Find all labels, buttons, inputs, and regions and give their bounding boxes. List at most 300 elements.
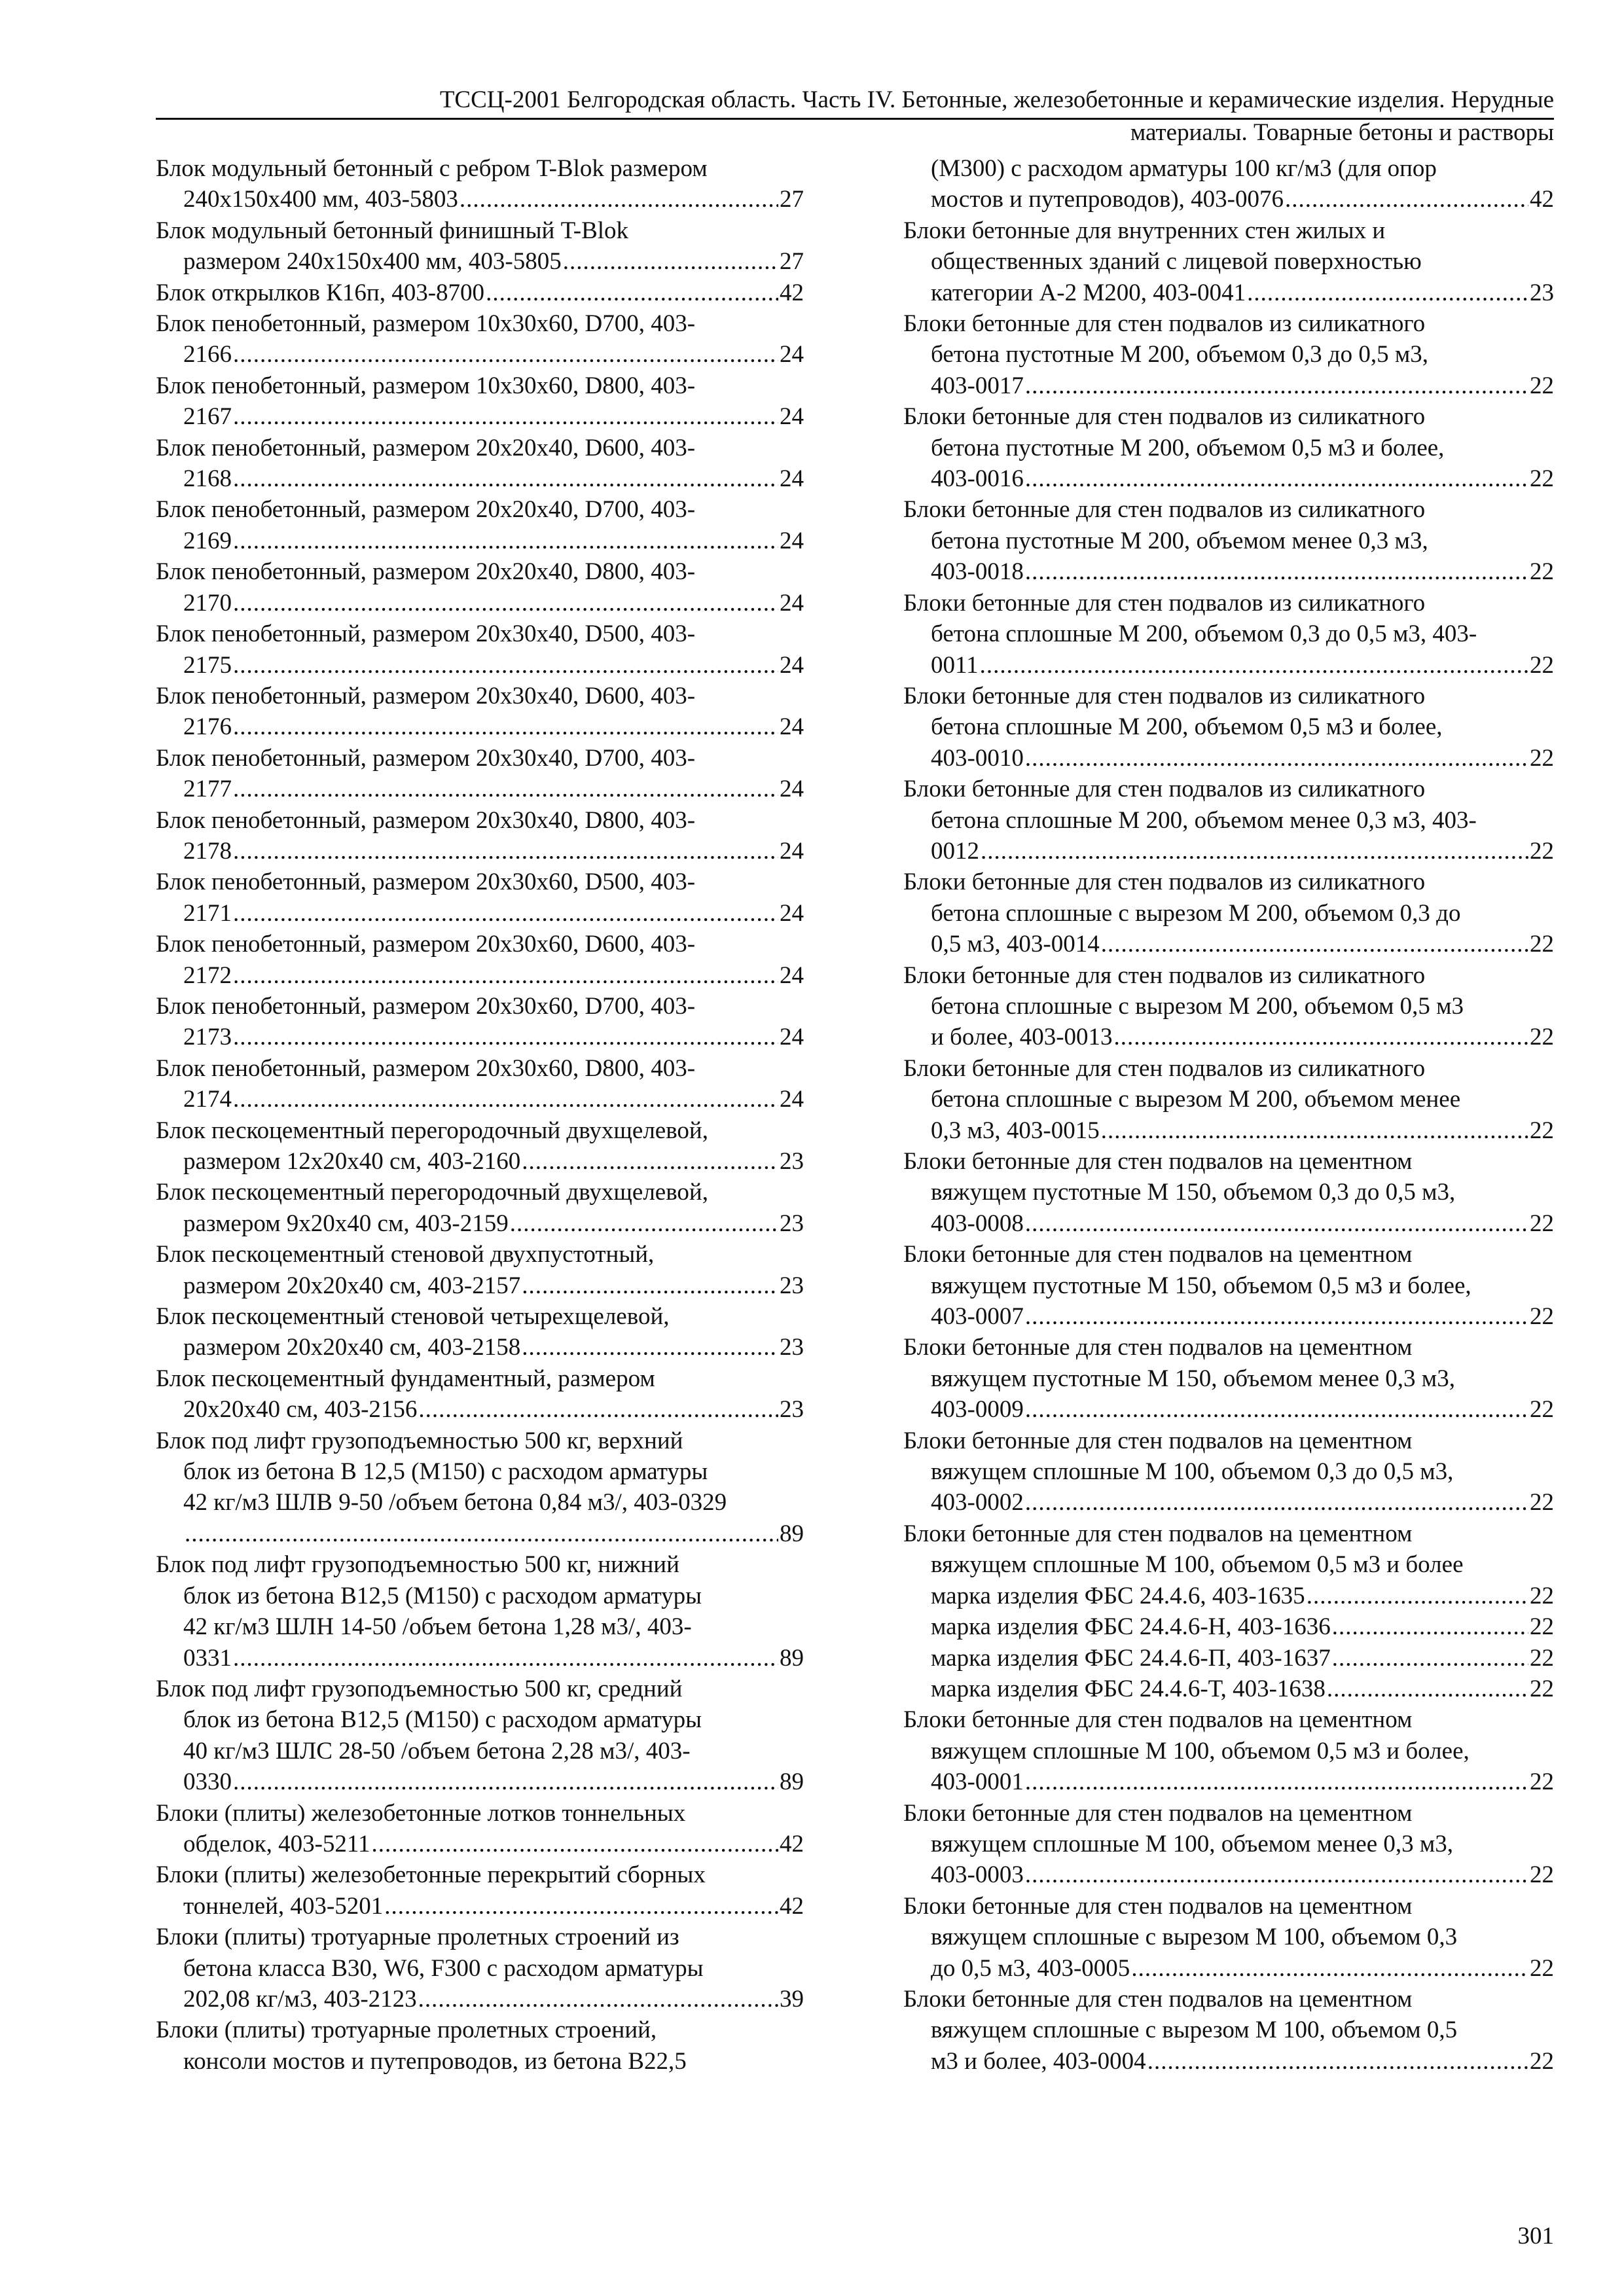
entry-line: [156, 1859, 804, 1890]
entry-line: [931, 1208, 1554, 1239]
dot-leader: [980, 650, 1528, 681]
entry-line: [931, 1456, 1554, 1487]
entry-text: 0,3 м3, 403-0015: [931, 1117, 1100, 1144]
entry-text: Блоки бетонные для стен подвалов из силикатного: [903, 776, 1426, 803]
entry-page-number: 24: [780, 589, 804, 617]
entry-text: Блоки бетонные для стен подвалов из силикатного: [903, 403, 1426, 431]
index-entry: [156, 619, 804, 681]
entry-line: [931, 1022, 1554, 1052]
entry-text: Блок пескоцементный фундаментный, размером: [156, 1365, 655, 1392]
entry-line: [903, 1798, 1554, 1829]
entry-text: Блок пенобетонный, размером 10х30х60, D700, 403-: [156, 310, 696, 338]
entry-page-number: 24: [780, 837, 804, 865]
entry-text: блок из бетона В 12,5 (М150) с расходом арматуры: [183, 1458, 708, 1486]
entry-page-number: 27: [780, 248, 804, 276]
entry-line: [183, 1456, 804, 1487]
entry-line: [156, 681, 804, 711]
dot-leader: [460, 184, 778, 215]
entry-text: Блоки бетонные для стен подвалов на цементном: [903, 1520, 1413, 1547]
entry-line: [931, 650, 1554, 681]
entry-line: [903, 1984, 1554, 2015]
entry-page-number: 42: [1530, 186, 1554, 213]
entry-line: [903, 1146, 1554, 1177]
entry-text: консоли мостов и путепроводов, из бетона В22,5: [183, 2047, 687, 2075]
entry-line: [156, 929, 804, 960]
entry-text: мостов и путепроводов), 403-0076: [931, 186, 1284, 213]
entry-text: 403-0018: [931, 558, 1024, 586]
entry-line: [156, 1426, 804, 1456]
entry-text: Блок пенобетонный, размером 20х30х60, D700, 403-: [156, 992, 696, 1020]
entry-text: 2168: [183, 465, 232, 493]
entry-line: [903, 1518, 1554, 1549]
index-entry: [156, 867, 804, 929]
entry-text: 40 кг/м3 ШЛС 28-50 /объем бетона 2,28 м3/, 403-: [183, 1737, 691, 1765]
entry-line: [931, 184, 1554, 215]
dot-leader: [1332, 1643, 1528, 1674]
dot-leader: [1025, 743, 1528, 774]
index-entry: [903, 153, 1554, 215]
entry-text: тоннелей, 403-5201: [183, 1892, 384, 1920]
header-rule: [156, 118, 1554, 120]
entry-text: 403-0016: [931, 465, 1024, 493]
dot-leader: [233, 401, 778, 432]
entry-text: Блоки (плиты) железобетонные перекрытий сборных: [156, 1861, 706, 1889]
entry-text: Блок под лифт грузоподъемностью 500 кг, верхний: [156, 1427, 683, 1454]
entry-page-number: 23: [780, 1148, 804, 1175]
sub-entry-line: [931, 1674, 1554, 1704]
entry-line: [183, 960, 804, 991]
entry-page-number: 24: [780, 776, 804, 803]
index-entry: [156, 1115, 804, 1177]
dot-leader: [1285, 184, 1528, 215]
entry-line: [903, 960, 1554, 991]
entry-page-number: 89: [780, 1768, 804, 1796]
entry-text: вяжущем пустотные М 150, объемом 0,3 до 0,5 м3,: [931, 1179, 1456, 1206]
entry-line: [931, 556, 1554, 587]
entry-text: Блоки бетонные для стен подвалов из силикатного: [903, 682, 1426, 709]
entry-text: 2177: [183, 776, 232, 803]
dot-leader: [1025, 1859, 1528, 1890]
entry-text: вяжущем пустотные М 150, объемом 0,5 м3 и более,: [931, 1272, 1471, 1299]
entry-line: [156, 867, 804, 897]
index-entry: [156, 308, 804, 370]
sub-entry-line: [931, 1581, 1554, 1611]
entry-line: [931, 1736, 1554, 1767]
entry-text: 403-0002: [931, 1489, 1024, 1516]
entry-text: 403-0008: [931, 1210, 1024, 1237]
entry-line: [931, 246, 1554, 277]
entry-text: Блоки бетонные для стен подвалов на цементном: [903, 1985, 1413, 2013]
entry-text: бетона класса В30, W6, F300 с расходом арматуры: [183, 1954, 704, 1982]
entry-line: [183, 650, 804, 681]
entry-line: [931, 2015, 1554, 2045]
entry-text: блок из бетона В12,5 (М150) с расходом арматуры: [183, 1706, 702, 1734]
entry-line: [183, 1953, 804, 1984]
entry-text: Блок модульный бетонный с ребром T-Blok размером: [156, 155, 708, 182]
entry-line: [183, 1022, 804, 1052]
entry-line: [183, 898, 804, 929]
entry-text: Блок пенобетонный, размером 20х30х60, D800, 403-: [156, 1054, 696, 1082]
index-entry: [156, 433, 804, 495]
entry-text: Блоки бетонные для стен подвалов на цементном: [903, 1892, 1413, 1920]
entry-text: 0330: [183, 1768, 232, 1796]
entry-text: бетона сплошные М 200, объемом 0,3 до 0,5 м3, 403-: [931, 620, 1477, 648]
entry-text: Блок пескоцементный стеновой двухпустотный,: [156, 1241, 655, 1268]
entry-text: размером 20х20х40 см, 403-2158: [183, 1334, 521, 1361]
entry-page-number: 24: [780, 651, 804, 679]
dot-leader: [1025, 556, 1528, 587]
entry-line: [183, 836, 804, 867]
index-entry: [903, 588, 1554, 681]
dot-leader: [233, 588, 778, 619]
index-entry: [903, 1332, 1554, 1425]
entry-text: 2169: [183, 527, 232, 554]
entry-text: 403-0001: [931, 1768, 1024, 1796]
entry-line: [931, 433, 1554, 463]
entry-line: [156, 1239, 804, 1270]
entry-line: [931, 991, 1554, 1022]
entry-line: [183, 246, 804, 277]
entry-line: [156, 433, 804, 463]
entry-line: [903, 1704, 1554, 1735]
dot-leader: [418, 1394, 778, 1425]
entry-text: Блок под лифт грузоподъемностью 500 кг, нижний: [156, 1551, 679, 1579]
entry-page-number: 22: [1530, 1644, 1554, 1672]
entry-line: [156, 308, 804, 339]
entry-text: 0011: [931, 651, 979, 679]
entry-line: [931, 1177, 1554, 1208]
entry-line: [156, 805, 804, 836]
entry-text: размером 12х20х40 см, 403-2160: [183, 1148, 521, 1175]
index-entry: [903, 960, 1554, 1053]
dot-leader: [1131, 1953, 1528, 1984]
entry-text: Блок пескоцементный стеновой четырехщелевой,: [156, 1303, 670, 1331]
entry-text: Блоки бетонные для стен подвалов из силикатного: [903, 310, 1426, 338]
entry-page-number: 24: [780, 713, 804, 741]
entry-line: [183, 401, 804, 432]
entry-line: [903, 215, 1554, 246]
entry-page-number: 22: [1530, 1303, 1554, 1331]
entry-line: [903, 1426, 1554, 1456]
index-entry: [156, 556, 804, 619]
entry-text: Блок пенобетонный, размером 20х30х40, D800, 403-: [156, 806, 696, 834]
entry-page-number: 22: [1530, 2047, 1554, 2075]
dot-leader: [486, 278, 778, 308]
dot-leader: [233, 1643, 778, 1674]
entry-page-number: 27: [780, 186, 804, 213]
dot-leader: [1025, 463, 1528, 494]
entry-line: [931, 1549, 1554, 1580]
index-entry: [156, 743, 804, 805]
entry-text: 2175: [183, 651, 232, 679]
entry-page-number: 22: [1530, 1954, 1554, 1982]
entry-text: 20х20х40 см, 403-2156: [183, 1396, 418, 1424]
entry-text: общественных зданий с лицевой поверхностью: [931, 248, 1422, 276]
index-entry: [156, 1798, 804, 1860]
entry-text: блок из бетона В12,5 (М150) с расходом арматуры: [183, 1582, 702, 1609]
index-entry: [156, 681, 804, 743]
index-entry: [156, 1426, 804, 1550]
entry-page-number: 24: [780, 341, 804, 368]
entry-line: [183, 1611, 804, 1642]
entry-page-number: 22: [1530, 1768, 1554, 1796]
entry-line: [156, 1177, 804, 1208]
entry-text: категории А-2 М200, 403-0041: [931, 279, 1246, 306]
index-entry: [156, 494, 804, 556]
header-line-2: материалы. Товарные бетоны и растворы: [1130, 119, 1554, 146]
entry-text: вяжущем сплошные М 100, объемом 0,5 м3 и более,: [931, 1737, 1470, 1765]
entry-text: бетона сплошные с вырезом М 200, объемом 0,3 до: [931, 899, 1461, 927]
entry-line: [156, 1549, 804, 1580]
entry-line: [931, 463, 1554, 494]
entry-text: Блок пенобетонный, размером 20х30х60, D600, 403-: [156, 931, 696, 958]
index-entry: [156, 278, 804, 308]
dot-leader: [522, 1332, 778, 1363]
entry-line: [156, 619, 804, 649]
index-entry: [156, 1549, 804, 1674]
index-entry: [156, 2015, 804, 2077]
entry-text: 2171: [183, 899, 232, 927]
entry-text: 403-0003: [931, 1861, 1024, 1889]
entry-line: [931, 929, 1554, 960]
index-entry: [903, 494, 1554, 587]
entry-text: 2170: [183, 589, 232, 617]
entry-text: Блоки бетонные для стен подвалов из силикатного: [903, 1054, 1426, 1082]
entry-page-number: 24: [780, 961, 804, 989]
dot-leader: [981, 836, 1528, 867]
entry-line: [931, 619, 1554, 649]
dot-leader: [233, 836, 778, 867]
entry-text: 403-0009: [931, 1396, 1024, 1424]
dot-leader: [1307, 1581, 1528, 1611]
entry-page-number: 23: [780, 1210, 804, 1237]
entry-page-number: 22: [1530, 651, 1554, 679]
entry-line: [156, 370, 804, 401]
index-entry: [156, 1922, 804, 2015]
entry-text: 0331: [183, 1644, 232, 1672]
entry-line: [156, 1363, 804, 1394]
entry-line: [183, 1394, 804, 1425]
dot-leader: [233, 960, 778, 991]
entry-line: [156, 1798, 804, 1829]
dot-leader: [233, 1767, 778, 1797]
entry-text: 0012: [931, 837, 979, 865]
index-entry: [156, 1859, 804, 1922]
entry-page-number: 42: [780, 279, 804, 306]
entry-line: [931, 836, 1554, 867]
entry-text: 202,08 кг/м3, 403-2123: [183, 1985, 417, 2013]
index-entry: [903, 215, 1554, 308]
entry-line: [903, 494, 1554, 525]
entry-page-number: 24: [780, 403, 804, 431]
entry-text: вяжущем сплошные М 100, объемом 0,3 до 0,5 м3,: [931, 1458, 1454, 1486]
entry-page-number: 22: [1530, 1024, 1554, 1051]
dot-leader: [522, 1146, 778, 1177]
entry-page-number: 42: [780, 1892, 804, 1920]
entry-line: [931, 153, 1554, 184]
entry-text: 2173: [183, 1024, 232, 1051]
entry-text: 2172: [183, 961, 232, 989]
entry-text: 42 кг/м3 ШЛН 14-50 /объем бетона 1,28 м3/, 403-: [183, 1613, 692, 1641]
entry-text: 2178: [183, 837, 232, 865]
entry-line: [931, 743, 1554, 774]
entry-page-number: 22: [1530, 465, 1554, 493]
index-entry: [903, 401, 1554, 494]
entry-page-number: 22: [1530, 744, 1554, 772]
dot-leader: [1025, 1394, 1528, 1425]
index-entry: [156, 215, 804, 278]
entry-page-number: 22: [1530, 1396, 1554, 1424]
entry-line: [156, 556, 804, 587]
entry-text: Блоки бетонные для внутренних стен жилых и: [903, 217, 1386, 244]
entry-line: [931, 1363, 1554, 1394]
entry-text: вяжущем сплошные М 100, объемом 0,5 м3 и более: [931, 1551, 1464, 1579]
entry-text: бетона сплошные М 200, объемом 0,5 м3 и более,: [931, 713, 1443, 741]
entry-page-number: 89: [780, 1644, 804, 1672]
entry-line: [903, 308, 1554, 339]
dot-leader: [1025, 1301, 1528, 1332]
entry-page-number: 22: [1530, 558, 1554, 586]
entry-line: [183, 1581, 804, 1611]
entry-text: марка изделия ФБС 24.4.6-Н, 403-1636: [931, 1613, 1331, 1641]
index-entry: [903, 1518, 1554, 1704]
entry-text: 403-0010: [931, 744, 1024, 772]
entry-line: [156, 215, 804, 246]
entry-line: [183, 1146, 804, 1177]
index-entry: [156, 1177, 804, 1239]
index-column-right: [903, 153, 1554, 2077]
entry-text: Блок пескоцементный перегородочный двухщелевой,: [156, 1179, 708, 1206]
entry-line: [183, 1829, 804, 1859]
dot-leader: [384, 1891, 778, 1922]
entry-text: и более, 403-0013: [931, 1024, 1113, 1051]
dot-leader: [1101, 929, 1528, 960]
entry-line: [183, 1891, 804, 1922]
index-entry: [903, 1146, 1554, 1239]
entry-line: [183, 1332, 804, 1363]
entry-line: [156, 494, 804, 525]
entry-line: [183, 1208, 804, 1239]
entry-text: Блоки бетонные для стен подвалов на цементном: [903, 1706, 1413, 1734]
entry-line: [156, 1922, 804, 1952]
entry-text: Блок пенобетонный, размером 20х30х60, D500, 403-: [156, 869, 696, 896]
entry-line: [931, 370, 1554, 401]
entry-page-number: 23: [780, 1396, 804, 1424]
entry-page-number: 24: [780, 465, 804, 493]
entry-page-number: 22: [1530, 1117, 1554, 1144]
entry-line: [156, 743, 804, 774]
entry-text: Блок модульный бетонный финишный T-Blok: [156, 217, 629, 244]
entry-line: [183, 2046, 804, 2077]
entry-line: [156, 991, 804, 1022]
entry-text: Блок пескоцементный перегородочный двухщелевой,: [156, 1117, 708, 1144]
entry-text: 2176: [183, 713, 232, 741]
index-entry: [903, 308, 1554, 401]
entry-text: обделок, 403-5211: [183, 1830, 370, 1857]
sub-entry-line: [931, 1643, 1554, 1674]
entry-line: [931, 1115, 1554, 1146]
entry-page-number: 22: [1530, 1613, 1554, 1641]
dot-leader: [233, 526, 778, 556]
dot-leader: [233, 1084, 778, 1115]
entry-line: [931, 1859, 1554, 1890]
entry-page-number: 22: [1530, 837, 1554, 865]
dot-leader: [1025, 370, 1528, 401]
entry-page-number: 22: [1530, 1489, 1554, 1516]
entry-line: [903, 774, 1554, 804]
dot-leader: [510, 1208, 778, 1239]
entry-text: бетона сплошные М 200, объемом менее 0,3 м3, 403-: [931, 806, 1477, 834]
entry-line: [183, 1767, 804, 1797]
entry-page-number: 23: [780, 1272, 804, 1299]
index-entry: [903, 1891, 1554, 1984]
entry-page-number: 24: [780, 899, 804, 927]
entry-text: Блок пенобетонный, размером 20х30х40, D700, 403-: [156, 744, 696, 772]
entry-line: [183, 463, 804, 494]
entry-line: [183, 774, 804, 804]
entry-line: [183, 1704, 804, 1735]
entry-line: [931, 1084, 1554, 1115]
running-header: [156, 84, 1554, 149]
entry-line: [156, 153, 804, 184]
entry-text: Блоки бетонные для стен подвалов на цементном: [903, 1148, 1413, 1175]
index-entry: [903, 1053, 1554, 1146]
dot-leader: [418, 1984, 778, 2015]
entry-text: Блоки (плиты) тротуарные пролетных строений,: [156, 2017, 657, 2044]
entry-page-number: 24: [780, 527, 804, 554]
entry-text: бетона пустотные М 200, объемом менее 0,3 м3,: [931, 527, 1428, 554]
entry-text: бетона сплошные с вырезом М 200, объемом 0,5 м3: [931, 992, 1464, 1020]
entry-text: Блок пенобетонный, размером 20х30х40, D600, 403-: [156, 682, 696, 709]
entry-text: Блоки бетонные для стен подвалов из силикатного: [903, 496, 1426, 524]
index-entry: [903, 1239, 1554, 1332]
entry-page-number: 39: [780, 1985, 804, 2013]
entry-text: бетона пустотные М 200, объемом 0,3 до 0,5 м3,: [931, 341, 1429, 368]
entry-line: [183, 526, 804, 556]
entry-line: [156, 1053, 804, 1084]
entry-text: вяжущем сплошные с вырезом М 100, объемом 0,3: [931, 1924, 1458, 1951]
dot-leader: [233, 339, 778, 370]
dot-leader: [522, 1270, 778, 1301]
entry-line: [903, 1332, 1554, 1363]
entry-page-number: 22: [1530, 1210, 1554, 1237]
entry-line: [931, 1487, 1554, 1518]
entry-text: Блоки бетонные для стен подвалов на цементном: [903, 1799, 1413, 1827]
entry-text: Блок пенобетонный, размером 10х30х60, D800, 403-: [156, 372, 696, 399]
dot-leader: [233, 463, 778, 494]
entry-line: [156, 1674, 804, 1704]
entry-line: [183, 1487, 804, 1518]
entry-line: [183, 339, 804, 370]
dot-leader: [1147, 2046, 1528, 2077]
entry-page-number: 22: [1530, 1675, 1554, 1702]
entry-text: Блок пенобетонный, размером 20х20х40, D600, 403-: [156, 434, 696, 461]
page-number: 301: [1517, 2223, 1554, 2250]
entry-line: [183, 1270, 804, 1301]
entry-line: [903, 867, 1554, 897]
entry-text: размером 240х150х400 мм, 403-5805: [183, 248, 562, 276]
entry-line: [183, 184, 804, 215]
entry-text: марка изделия ФБС 24.4.6-Т, 403-1638: [931, 1675, 1326, 1702]
entry-text: 240х150х400 мм, 403-5803: [183, 186, 458, 213]
entry-line: [931, 898, 1554, 929]
index-entry: [156, 1053, 804, 1115]
index-entry: [156, 805, 804, 867]
entry-page-number: 22: [1530, 372, 1554, 399]
entry-text: Блок пенобетонный, размером 20х20х40, D800, 403-: [156, 558, 696, 586]
entry-line: [931, 1394, 1554, 1425]
dot-leader: [1025, 1208, 1528, 1239]
